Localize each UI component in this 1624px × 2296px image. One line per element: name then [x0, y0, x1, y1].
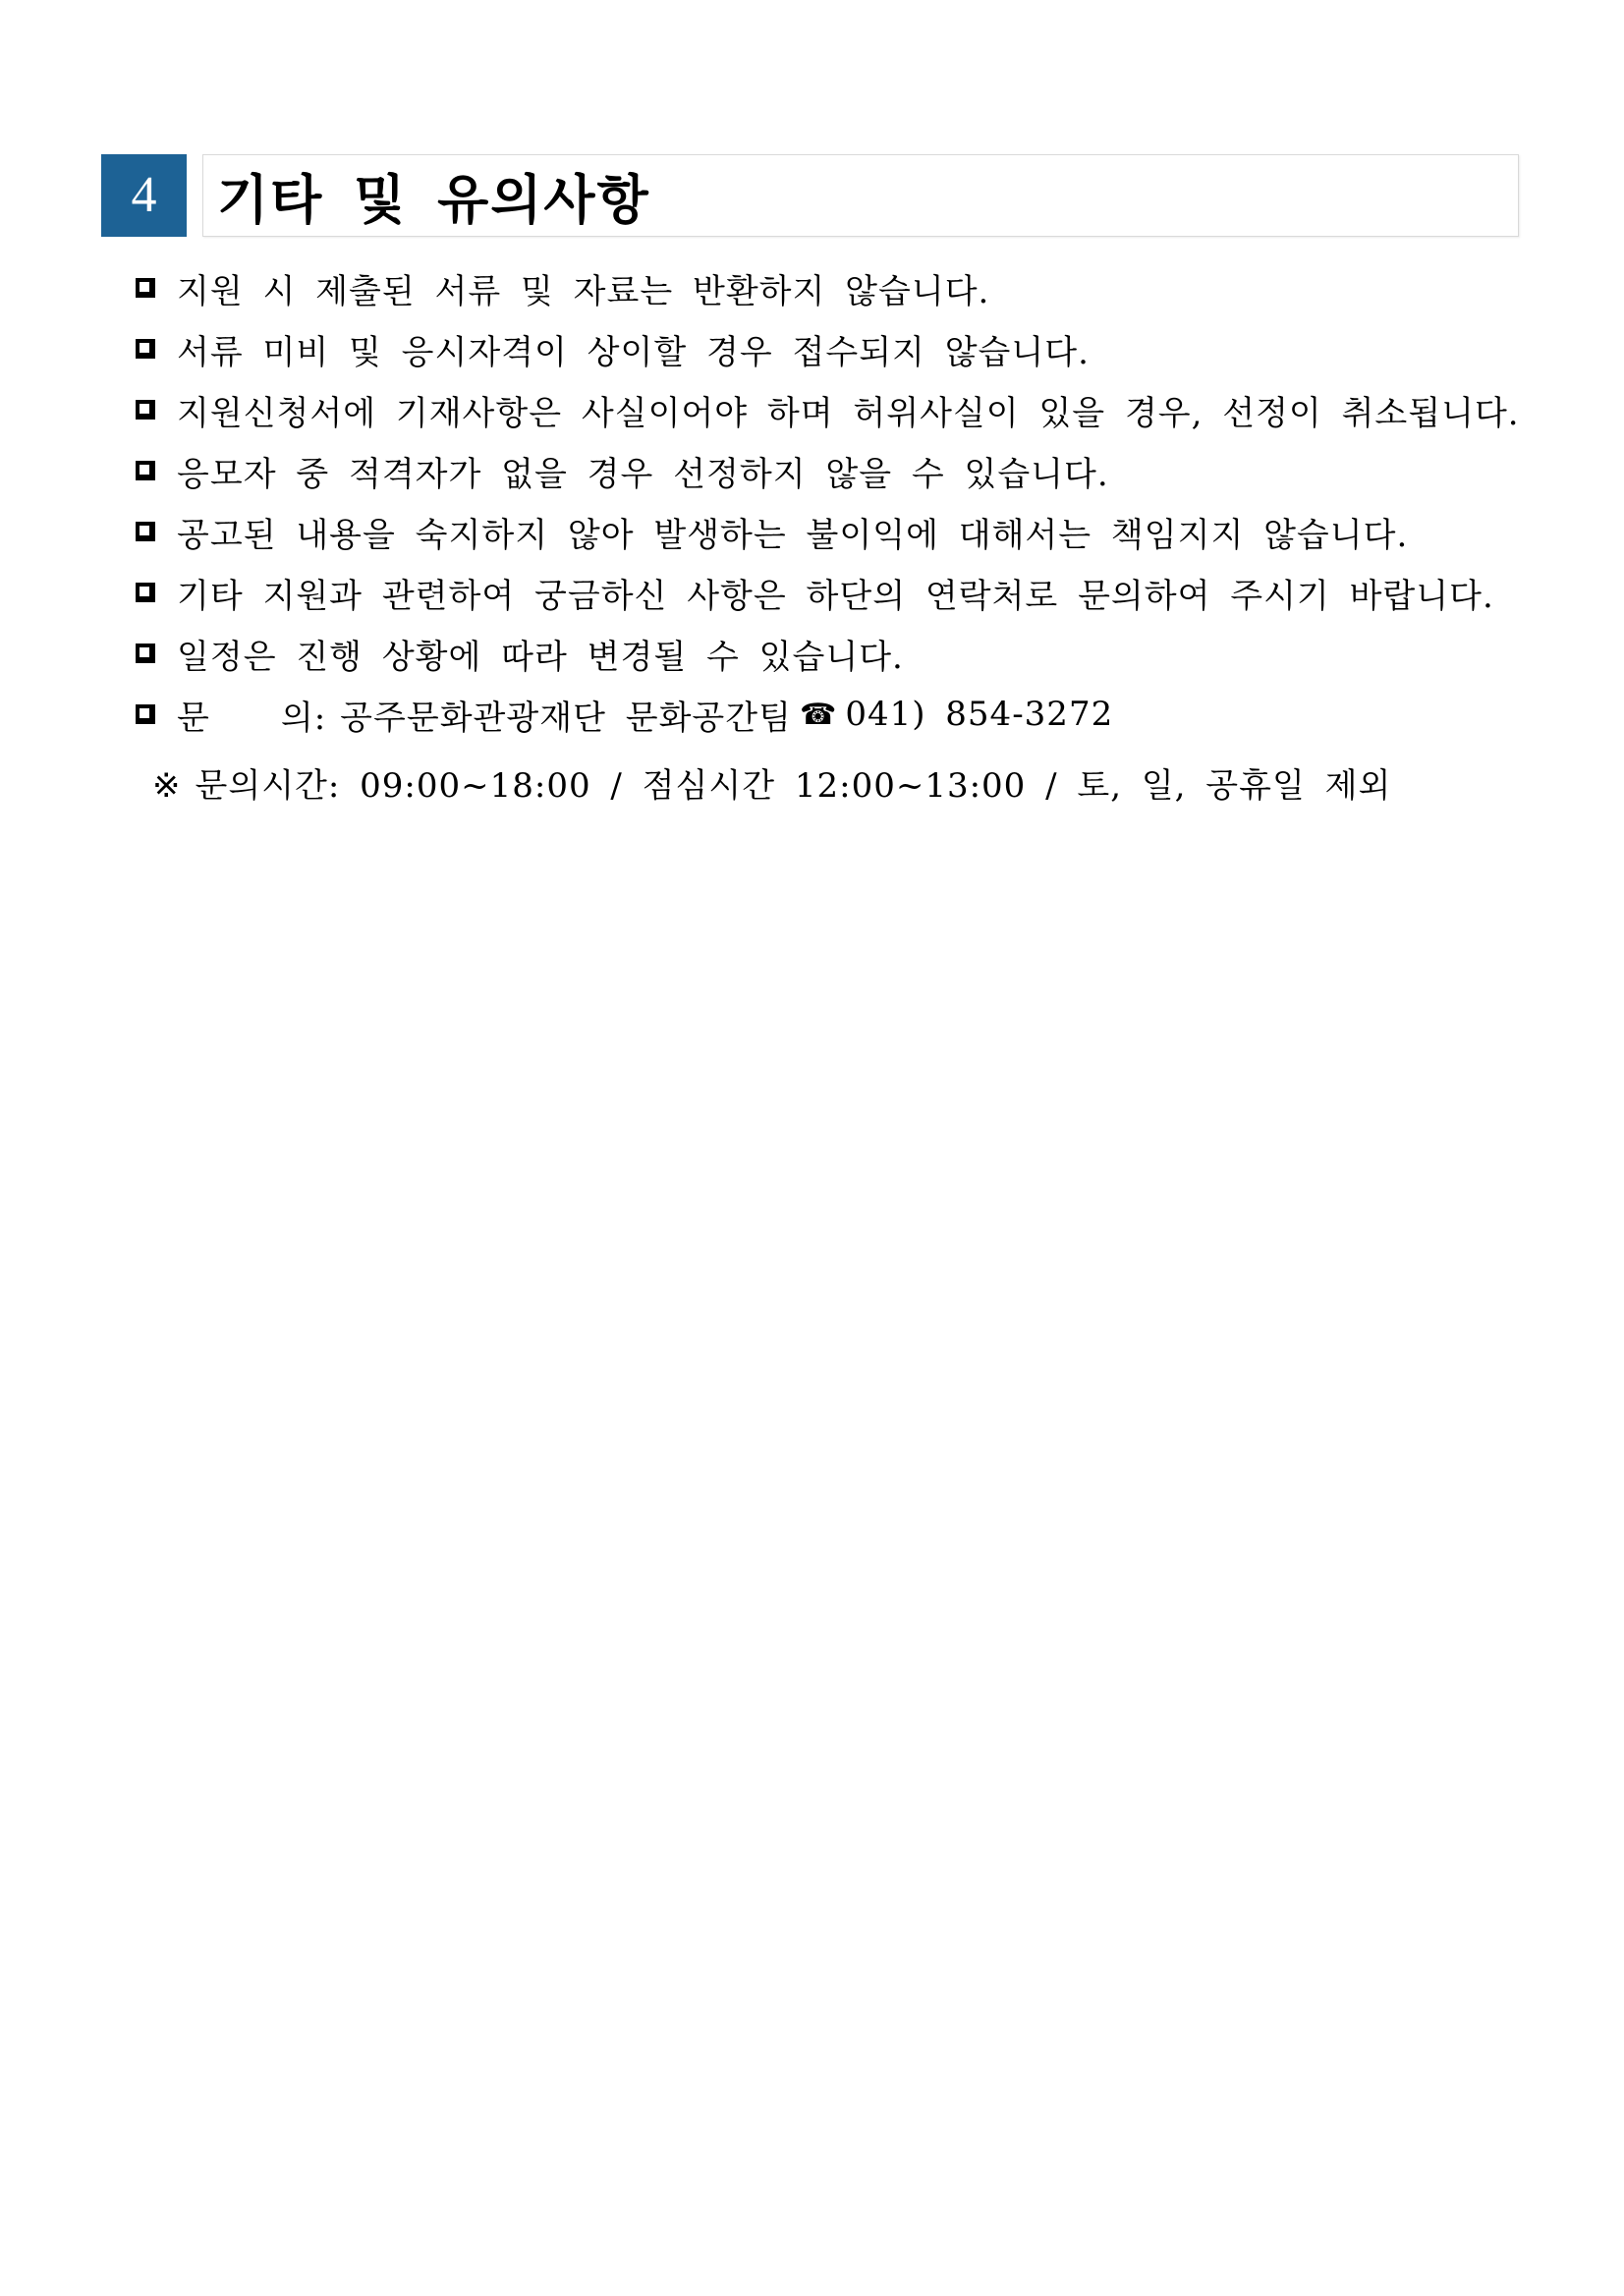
checkbox-bullet-icon	[136, 339, 155, 359]
notice-text: 일정은 진행 상황에 따라 변경될 수 있습니다.	[177, 637, 904, 677]
notice-text: 응모자 중 적격자가 없을 경우 선정하지 않을 수 있습니다.	[177, 454, 1109, 494]
contact-label-2: 의:	[280, 698, 327, 738]
footnote-text: 문의시간: 09:00~18:00 / 점심시간 12:00~13:00 / 토, 일, 공휴일 제외	[195, 766, 1392, 806]
section-number: 4	[101, 154, 187, 237]
phone-icon: ☎	[799, 697, 838, 732]
section-header	[101, 154, 1519, 237]
reference-mark-icon: ※	[152, 766, 182, 806]
checkbox-bullet-icon	[136, 400, 155, 420]
notice-text: 서류 미비 및 응시자격이 상이할 경우 접수되지 않습니다.	[177, 332, 1090, 372]
notice-text: 기타 지원과 관련하여 궁금하신 사항은 하단의 연락처로 문의하여 주시기 바랍니다.	[177, 576, 1494, 616]
contact-item	[136, 684, 1531, 745]
checkbox-bullet-icon	[136, 583, 155, 602]
list-item	[136, 257, 1531, 318]
section-title: 기타 및 유의사항	[217, 168, 650, 231]
contact-phone: 041) 854-3272	[845, 695, 1114, 734]
notice-text: 지원 시 제출된 서류 및 자료는 반환하지 않습니다.	[177, 271, 990, 311]
list-item	[136, 623, 1531, 684]
contact-label-1: 문	[177, 698, 210, 738]
notice-list	[136, 257, 1531, 745]
checkbox-bullet-icon	[136, 704, 155, 724]
checkbox-bullet-icon	[136, 278, 155, 298]
footnote	[152, 758, 1391, 807]
notice-text: 지원신청서에 기재사항은 사실이어야 하며 허위사실이 있을 경우, 선정이 취소됩니다.	[177, 393, 1520, 433]
notice-text: 공고된 내용을 숙지하지 않아 발생하는 불이익에 대해서는 책임지지 않습니다.	[177, 515, 1409, 555]
checkbox-bullet-icon	[136, 522, 155, 541]
list-item	[136, 318, 1531, 379]
section-title-box	[202, 154, 1519, 237]
list-item	[136, 440, 1531, 501]
contact-organization: 공주문화관광재단 문화공간팀	[340, 698, 792, 738]
checkbox-bullet-icon	[136, 644, 155, 663]
list-item	[136, 501, 1531, 562]
list-item	[136, 379, 1531, 440]
checkbox-bullet-icon	[136, 461, 155, 480]
list-item	[136, 562, 1531, 623]
